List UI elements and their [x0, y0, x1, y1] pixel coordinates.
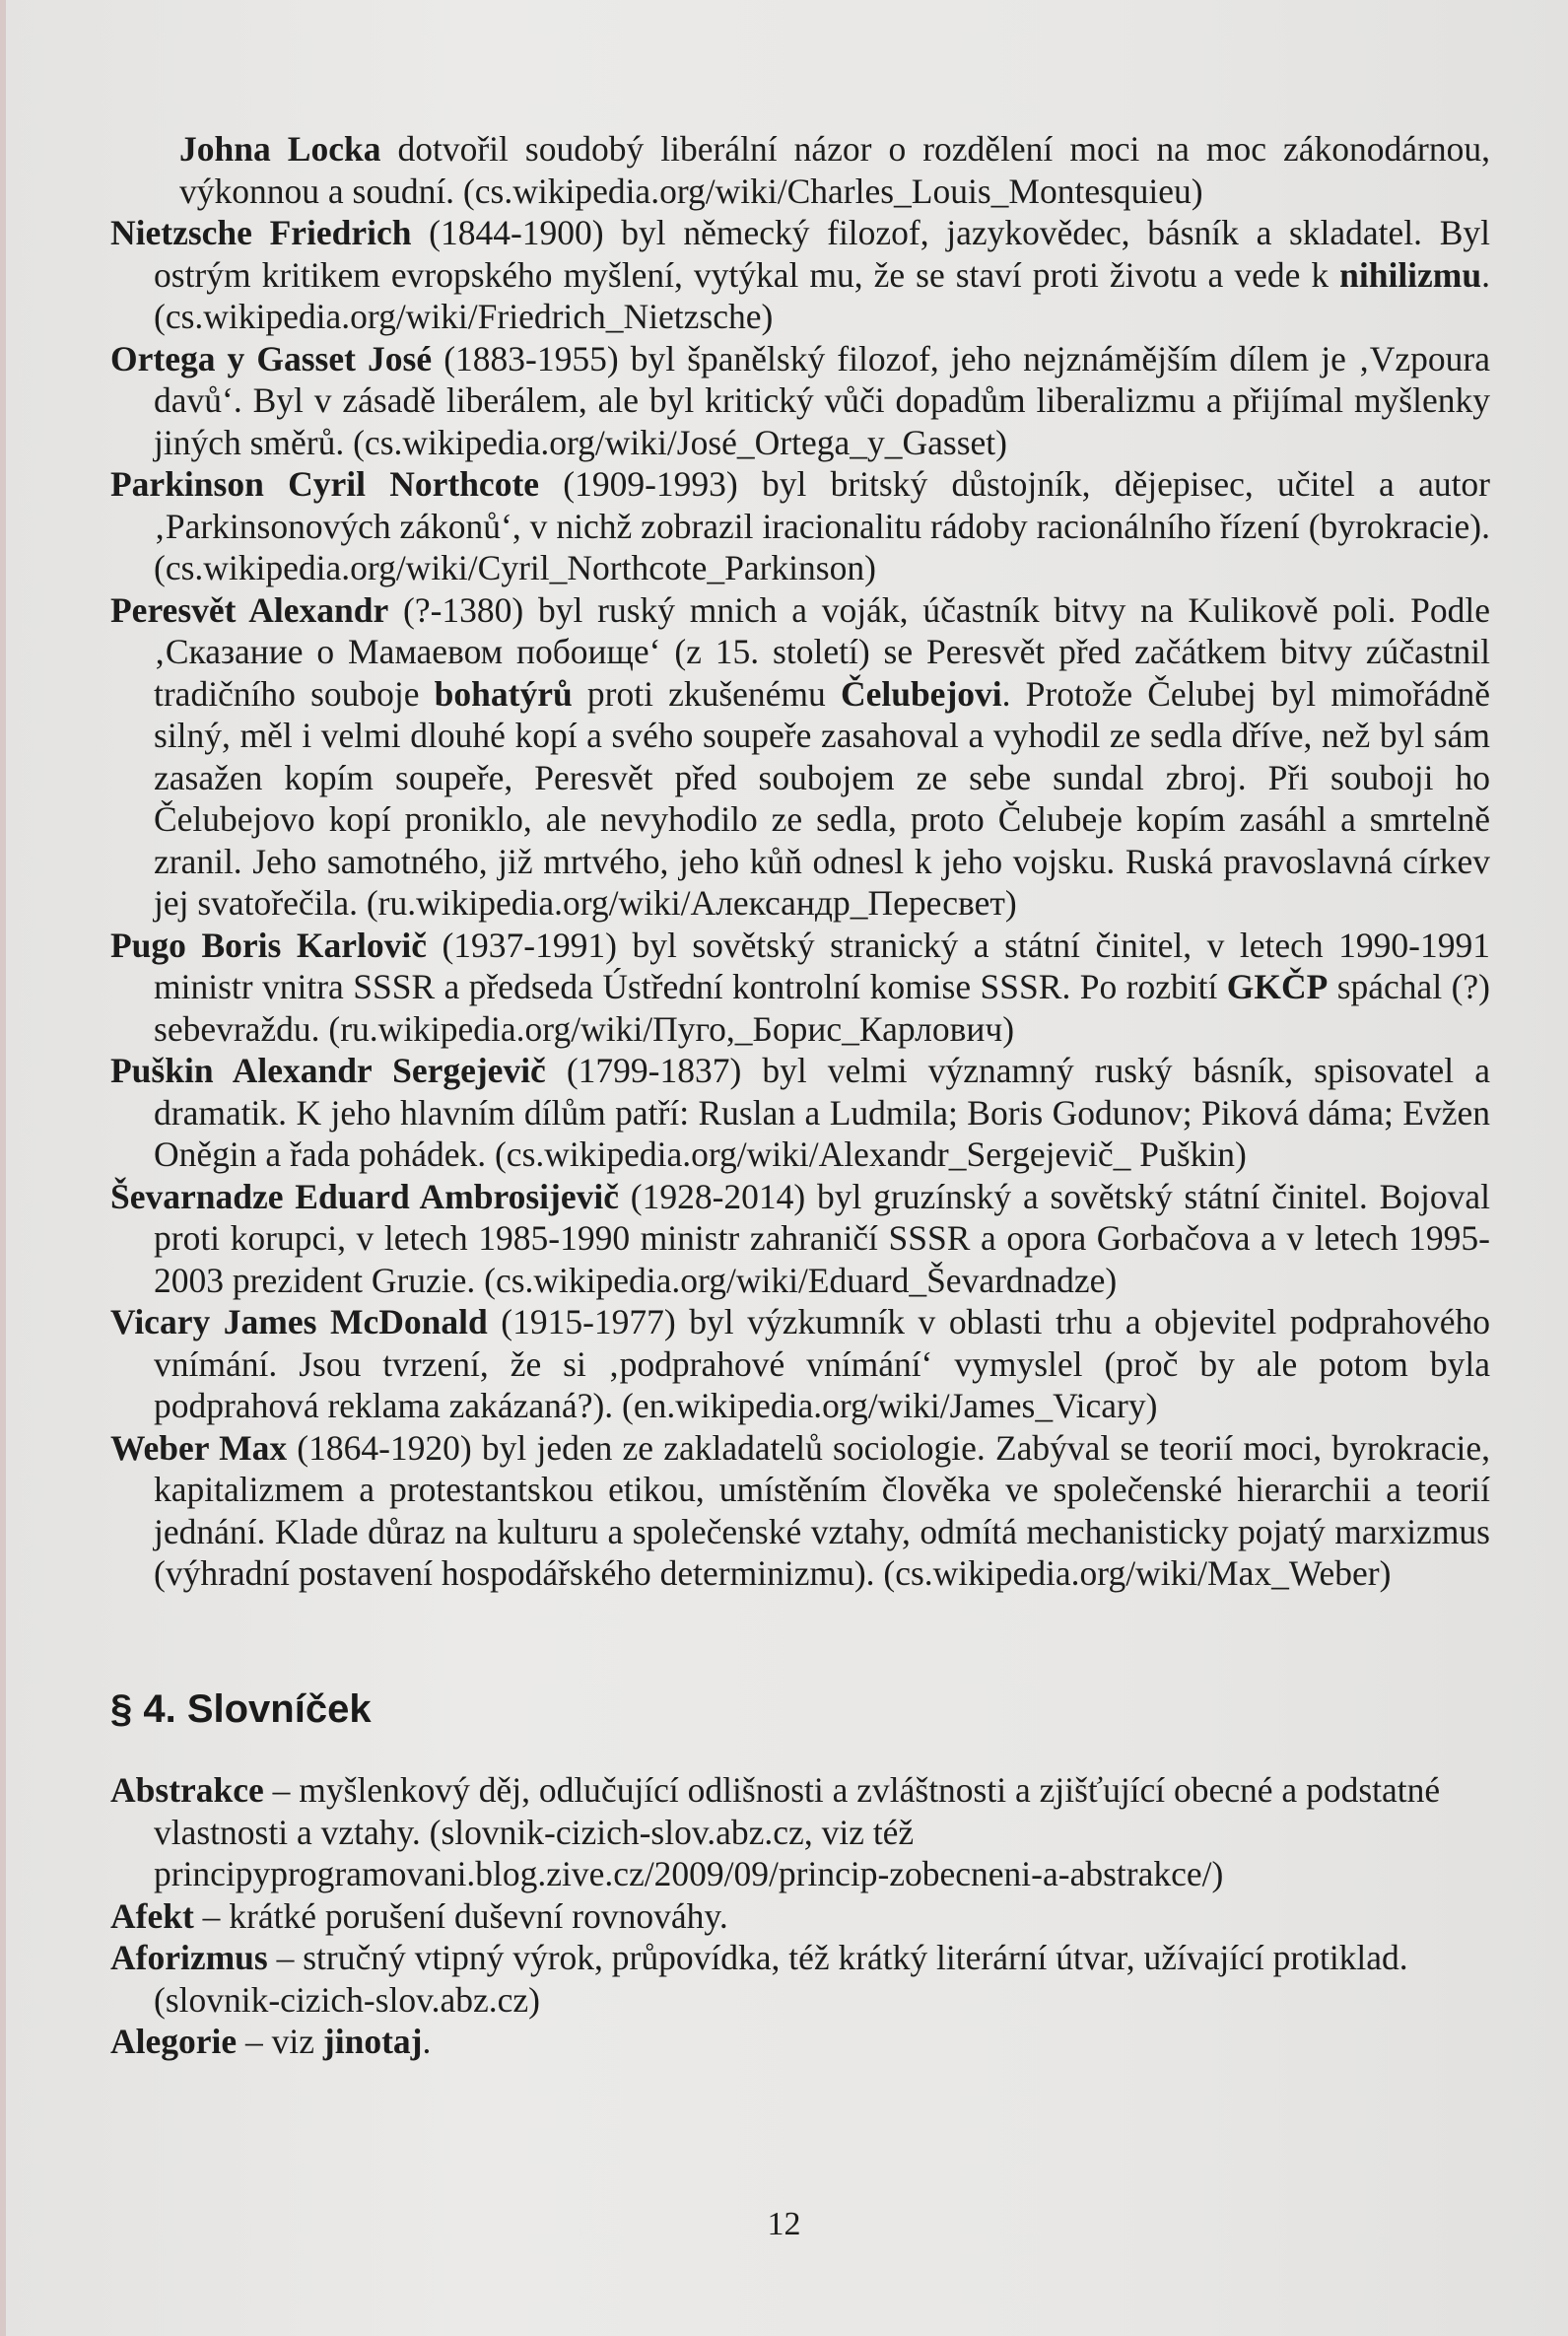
- glossary-term: Aforizmus: [110, 1938, 268, 1977]
- entry-name: Ševarnadze Eduard Ambrosijevič: [110, 1176, 619, 1216]
- entry-name: Parkinson Cyril Northcote: [110, 464, 540, 504]
- glossary-term: Alegorie: [110, 2022, 238, 2061]
- entry-puskin: [110, 1050, 1490, 1176]
- entry-bold-term: bohatýrů: [434, 673, 573, 714]
- entry-ortega: [110, 338, 1490, 464]
- binding-edge: [0, 0, 6, 2336]
- glossary-item-alegorie: [110, 2021, 1490, 2063]
- entry-pugo: [110, 925, 1490, 1051]
- glossary-term: Abstrakce: [110, 1770, 264, 1810]
- glossary-cross-reference: jinotaj: [322, 2022, 423, 2061]
- entry-text: dotvořil soudobý liberální názor o rozdělení moci na moc zákonodárnou, výkonnou a soudní. (cs.wikipedia.org/wiki/Charles_Louis_Montesquieu): [179, 129, 1490, 211]
- entry-text: . Protože Čelubej byl mimořádně silný, měl i velmi dlouhé kopí a svého soupeře zasahoval a vyhodil ze sedla dříve, než byl sám zasažen kopím soupeře, Peresvět před soubojem ze sebe sundal zbroj. Při souboji ho Čelubejovo kopí proniklo, ale nevyhodilo ze sedla, proto Čelubeje kopím zasáhl a smrtelně zranil. Jeho samotného, již mrtvého, jeho kůň odnesl k jeho vojsku. Ruská pravoslavná církev jej svatořečila. (ru.wikipedia.org/wiki/Александр_Пересвет): [154, 673, 1491, 923]
- glossary-item-abstrakce: [110, 1769, 1490, 1895]
- glossary: [110, 1769, 1490, 2063]
- entry-bold-term: Čelubejovi: [840, 673, 1002, 714]
- entry-parkinson: [110, 463, 1490, 589]
- glossary-term: Afekt: [110, 1895, 194, 1936]
- entry-text: (1937-1991) byl sovětský stranický a státní činitel, v letech 1990-1991 ministr vnitra SSSR a předseda Ústřední kontrolní komise SSSR. Po rozbití: [154, 925, 1490, 1006]
- entry-text: (1909-1993) byl britský důstojník, dějepisec, učitel a autor ‚Parkinsonových zákonů‘, v nichž zobrazil iracionalitu rádoby racionálního řízení (byrokracie). (cs.wikipedia.org/wiki/Cyril_Northcote_Parkinson): [154, 464, 1491, 587]
- entry-text: (1864-1920) byl jeden ze zakladatelů sociologie. Zabýval se teorií moci, byrokracie, kapitalizmem a protestantskou etikou, umístěním člověka ve společenské hierarchii a teorií jednání. Klade důraz na kulturu a společenské vztahy, odmítá mechanisticky pojatý marxizmus (výhradní postavení hospodářského determinizmu). (cs.wikipedia.org/wiki/Max_Weber): [154, 1427, 1490, 1593]
- page-number: 12: [767, 2206, 801, 2242]
- entry-name: Vicary James McDonald: [110, 1302, 488, 1341]
- entry-text: (?-1380) byl ruský mnich a voják, účastník bitvy na Kulikově poli. Podle ‚Сказание о Мамаевом побоище‘ (z 15. století) se Peresvět před začátkem bitvy zúčastnil tradičního souboje: [154, 589, 1491, 714]
- entry-text: (1799-1837) byl velmi významný ruský básník, spisovatel a dramatik. K jeho hlavním dílům patří: Ruslan a Ludmila; Boris Godunov; Piková dáma; Evžen Oněgin a řada pohádek. (cs.wikipedia.org/wiki/Alexandr_Sergejevič_ Puškin): [154, 1051, 1490, 1174]
- entry-peresvet: [110, 589, 1490, 925]
- entry-text: (1928-2014) byl gruzínský a sovětský státní činitel. Bojoval proti korupci, v letech 1985-1990 ministr zahraničí SSSR a opora Gorbačova a v letech 1995-2003 prezident Gruzie. (cs.wikipedia.org/wiki/Eduard_Ševardnadze): [154, 1176, 1490, 1300]
- entry-name: Weber Max: [110, 1427, 288, 1468]
- entry-text: spáchal (?) sebevraždu. (ru.wikipedia.org/wiki/Пуго,_Борис_Карлович): [154, 967, 1490, 1049]
- entry-locke-continuation: [110, 128, 1490, 212]
- entry-text: (1844-1900) byl německý filozof, jazykovědec, básník a skladatel. Byl ostrým kritikem evropského myšlení, vytýkal mu, že se staví proti životu a vede k: [154, 213, 1490, 295]
- entry-nietzsche: [110, 212, 1490, 338]
- entry-name: Pugo Boris Karlovič: [110, 925, 427, 965]
- glossary-definition: – myšlenkový děj, odlučující odlišnosti a zvláštnosti a zjišťující obecné a podstatné vlastnosti a vztahy. (slovnik-cizich-slov.abz.cz, viz též principyprogramovani.blog.zive.cz/2009/09/princip-zobecneni-a-abstrakce/): [154, 1770, 1441, 1893]
- entry-bold-term: nihilizmu: [1339, 254, 1482, 295]
- entry-sevarnadze: [110, 1176, 1490, 1302]
- entry-name: Ortega y Gasset José: [110, 338, 433, 378]
- entry-text: (1883-1955) byl španělský filozof, jeho nejznámějším dílem je ‚Vzpoura davů‘. Byl v zásadě liberálem, ale byl kritický vůči dopadům liberalizmu a přijímal myšlenky jiných směrů. (cs.wikipedia.org/wiki/José_Ortega_y_Gasset): [154, 338, 1491, 462]
- glossary-definition: – viz: [237, 2022, 323, 2061]
- entry-vicary: [110, 1301, 1490, 1427]
- entry-name: Johna Locka: [179, 129, 381, 169]
- glossary-item-afekt: [110, 1895, 1490, 1938]
- entry-bold-term: GKČP: [1226, 967, 1329, 1006]
- entry-text: . (cs.wikipedia.org/wiki/Friedrich_Nietzsche): [154, 254, 1490, 336]
- glossary-definition-end: .: [422, 2022, 432, 2061]
- entry-text: proti zkušenému: [572, 673, 841, 714]
- entry-name: Puškin Alexandr Sergejevič: [110, 1051, 546, 1090]
- section-heading: § 4. Slovníček: [110, 1686, 372, 1731]
- glossary-item-aforizmus: [110, 1937, 1490, 2021]
- entry-weber: [110, 1427, 1490, 1595]
- entry-name: Peresvět Alexandr: [110, 589, 389, 630]
- entry-text: (1915-1977) byl výzkumník v oblasti trhu a objevitel podprahového vnímání. Jsou tvrzení, že si ‚podprahové vnímání‘ vymyslel (proč by ale potom byla podprahová reklama zakázaná?). (en.wikipedia.org/wiki/James_Vicary): [154, 1302, 1490, 1425]
- page-content: [110, 128, 1490, 2063]
- entry-name: Nietzsche Friedrich: [110, 213, 412, 252]
- glossary-definition: – stručný vtipný výrok, průpovídka, též krátký literární útvar, užívající protiklad. (slovnik-cizich-slov.abz.cz): [154, 1938, 1408, 2020]
- glossary-definition: – krátké porušení duševní rovnováhy.: [193, 1895, 728, 1936]
